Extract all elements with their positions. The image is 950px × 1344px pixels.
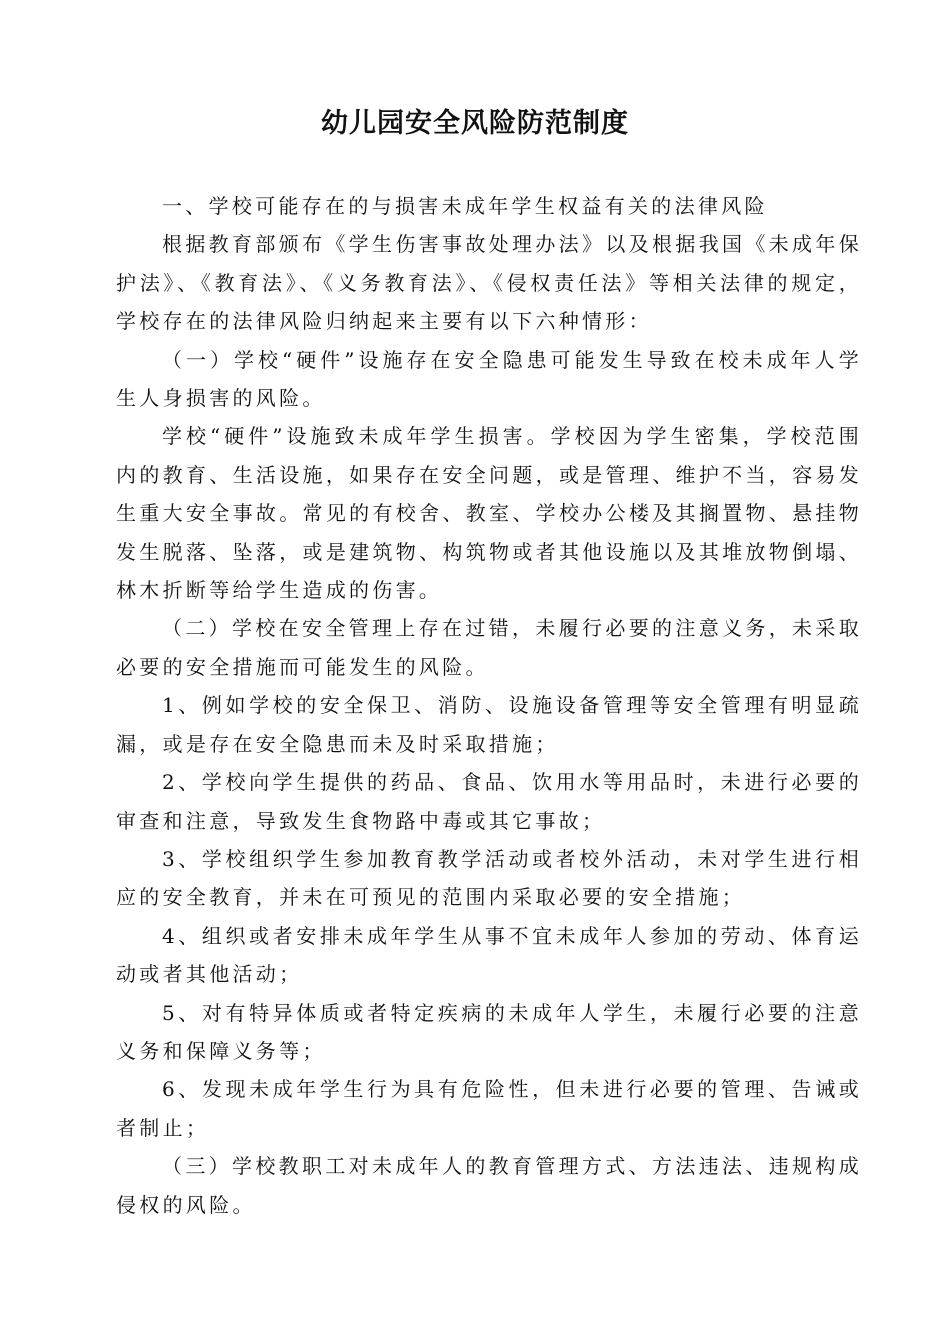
- list-item-1: 1、例如学校的安全保卫、消防、设施设备管理等安全管理有明显疏漏，或是存在安全隐患而未及时采取措施；: [116, 693, 862, 756]
- list-item-6: 6、发现未成年学生行为具有危险性，但未进行必要的管理、告诫或者制止；: [116, 1077, 862, 1140]
- document-body: [116, 187, 862, 1224]
- paragraph-legal-basis: 根据教育部颁布《学生伤害事故处理办法》以及根据我国《未成年保护法》、《教育法》、《义务教育法》、《侵权责任法》等相关法律的规定，学校存在的法律风险归纳起来主要有以下六种情形：: [116, 232, 862, 334]
- list-item-2: 2、学校向学生提供的药品、食品、饮用水等用品时，未进行必要的审查和注意，导致发生食物路中毒或其它事故；: [116, 770, 862, 833]
- section-heading-1: 一、学校可能存在的与损害未成年学生权益有关的法律风险: [162, 194, 768, 218]
- paragraph-hardware-risk: 学校“硬件”设施致未成年学生损害。学校因为学生密集，学校范围内的教育、生活设施，如果存在安全问题，或是管理、维护不当，容易发生重大安全事故。常见的有校舍、教室、学校办公楼及其搁置物、悬挂物发生脱落、坠落，或是建筑物、构筑物或者其他设施以及其堆放物倒塌、林木折断等给学生造成的伤害。: [116, 424, 862, 603]
- list-item-4: 4、组织或者安排未成年学生从事不宜未成年人参加的劳动、体育运动或者其他活动；: [116, 923, 862, 987]
- subsection-heading-2: （二）学校在安全管理上存在过错，未履行必要的注意义务，未采取必要的安全措施而可能发生的风险。: [116, 616, 862, 679]
- subsection-heading-3: （三）学校教职工对未成年人的教育管理方式、方法违法、违规构成侵权的风险。: [116, 1154, 862, 1217]
- document-title: 幼儿园安全风险防范制度: [321, 108, 629, 139]
- list-item-3: 3、学校组织学生参加教育教学活动或者校外活动，未对学生进行相应的安全教育，并未在可预见的范围内采取必要的安全措施；: [116, 846, 862, 910]
- list-item-5: 5、对有特异体质或者特定疾病的未成年人学生，未履行必要的注意义务和保障义务等；: [116, 1000, 862, 1063]
- subsection-heading-1: （一）学校“硬件”设施存在安全隐患可能发生导致在校未成年人学生人身损害的风险。: [116, 347, 862, 411]
